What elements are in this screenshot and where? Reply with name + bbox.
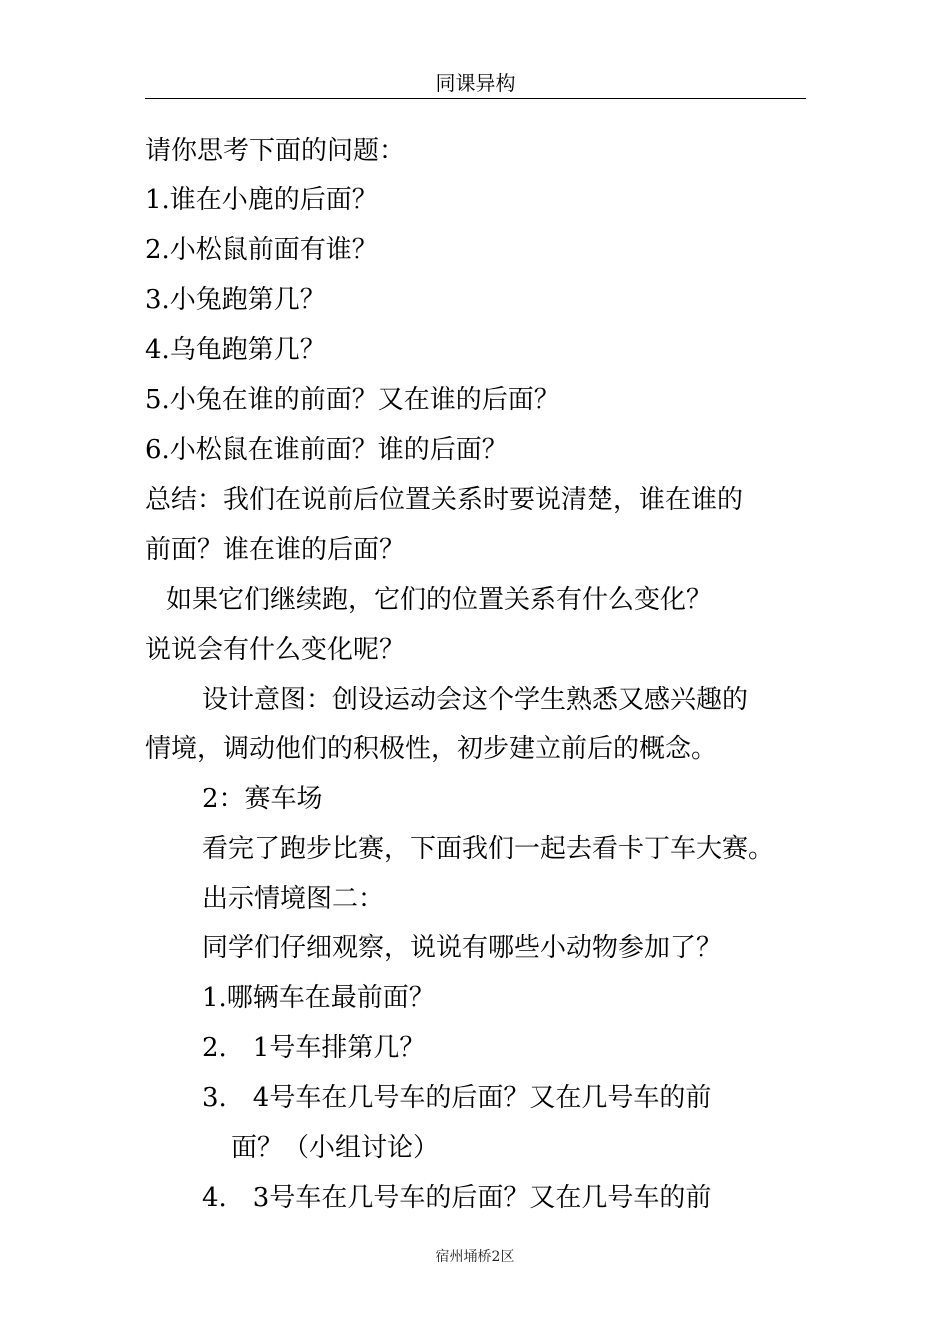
text-line-19: 2. 1号车排第几？	[202, 1033, 426, 1063]
text-line-2: 1.谁在小鹿的后面？	[145, 185, 378, 215]
text-line-3: 2.小松鼠前面有谁？	[145, 235, 378, 265]
text-line-9: 前面？谁在谁的后面？	[145, 535, 406, 565]
text-line-21: 面？（小组讨论）	[231, 1133, 440, 1163]
text-line-14: 2：赛车场	[202, 784, 323, 814]
text-line-15: 看完了跑步比赛，下面我们一起去看卡丁车大赛。	[202, 834, 775, 864]
text-line-18: 1.哪辆车在最前面？	[202, 983, 435, 1013]
page-header: 同课异构	[145, 68, 806, 99]
text-line-10: 如果它们继续跑，它们的位置关系有什么变化？	[166, 585, 713, 615]
text-line-7: 6.小松鼠在谁前面？谁的后面？	[145, 435, 508, 465]
page-footer: 宿州埇桥2区	[435, 1249, 515, 1265]
text-line-8: 总结：我们在说前后位置关系时要说清楚，谁在谁的	[145, 485, 744, 515]
text-line-6: 5.小兔在谁的前面？又在谁的后面？	[145, 385, 560, 415]
text-line-1: 请你思考下面的问题：	[145, 136, 406, 166]
text-line-16: 出示情境图二：	[202, 884, 385, 914]
text-line-5: 4.乌龟跑第几？	[145, 335, 326, 365]
text-line-13: 情境，调动他们的积极性，初步建立前后的概念。	[145, 734, 718, 764]
text-line-22: 4. 3号车在几号车的后面？又在几号车的前	[202, 1183, 712, 1213]
text-line-20: 3. 4号车在几号车的后面？又在几号车的前	[202, 1083, 712, 1113]
text-line-11: 说说会有什么变化呢？	[145, 635, 406, 665]
text-line-12: 设计意图：创设运动会这个学生熟悉又感兴趣的	[202, 685, 749, 715]
text-line-17: 同学们仔细观察，说说有哪些小动物参加了？	[202, 933, 723, 963]
text-line-4: 3.小兔跑第几？	[145, 285, 326, 315]
